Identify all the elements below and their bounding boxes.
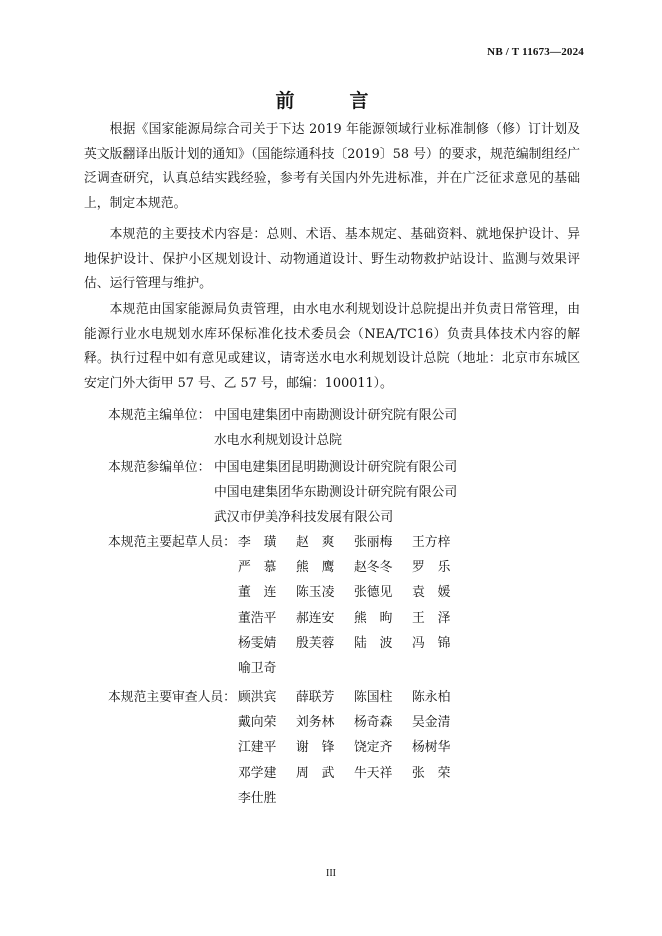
person-name: 王方梓 [412,535,451,550]
person-name: 牛天祥 [354,765,393,781]
chief-unit-item: 水电水利规划设计总院 [214,433,342,448]
person-name: 吴金清 [412,715,451,731]
drafters-label: 本规范主要起草人员： [108,535,236,550]
person-name: 饶定齐 [354,740,393,756]
person-name: 董浩平 [238,610,277,626]
person-name: 陈永柏 [412,690,451,705]
person-name: 王 泽 [412,610,451,626]
person-name: 罗 乐 [412,560,451,576]
page-title: 前 言 [275,90,387,112]
person-name: 张丽梅 [354,535,393,550]
person-name: 顾洪宾 [238,690,277,705]
person-name: 邓学建 [238,765,277,781]
person-name: 戴向荣 [238,715,277,731]
person-name: 陆 波 [354,635,393,651]
person-name: 周 武 [296,765,335,781]
person-name: 殷芙蓉 [296,635,335,651]
standard-code: NB / T 11673—2024 [487,46,584,58]
participating-unit-item: 中国电建集团华东勘测设计研究院有限公司 [214,485,458,500]
participating-unit-item: 武汉市伊美净科技发展有限公司 [214,510,394,525]
person-name: 熊 昫 [354,610,393,626]
person-name: 杨雯婧 [238,635,277,651]
chief-units-label: 本规范主编单位： [108,408,211,423]
page-number: III [326,868,336,879]
participating-unit-item: 中国电建集团昆明勘测设计研究院有限公司 [214,460,458,475]
person-name: 李仕胜 [238,790,277,806]
person-name: 谢 锋 [296,740,335,756]
person-name: 董 连 [238,585,277,601]
person-name: 陈玉凌 [296,585,335,601]
person-name: 严 慕 [238,560,277,576]
person-name: 薛联芳 [296,690,335,705]
paragraph-basis: 根据《国家能源局综合司关于下达 2019 年能源领域行业标准制修（修）订计划及英文版翻译出版计划的通知》（国能综通科技〔2019〕58 号）的要求，规范编制组经广泛调查研究，认真总结实践经验，参考有关国内外先进标准，并在广泛征求意见的基础上，制定本规范。 [84,122,580,212]
person-name: 刘务林 [296,715,335,731]
person-name: 袁 媛 [412,585,451,601]
person-name: 郝连安 [296,610,335,626]
reviewers-label: 本规范主要审查人员： [108,690,236,705]
paragraph-management: 本规范由国家能源局负责管理，由水电水利规划设计总院提出并负责日常管理，由能源行业水电规划水库环保标准化技术委员会（NEA/TC16）负责具体技术内容的解释。执行过程中如有意见或建议，请寄送水电水利规划设计总院（地址：北京市东城区安定门外大街甲 57 号、乙 57 号，邮编：100011）。 [84,302,580,392]
participating-units-label: 本规范参编单位： [108,460,211,475]
person-name: 熊 鹰 [296,560,335,576]
person-name: 陈国柱 [354,690,393,705]
chief-unit-item: 中国电建集团中南勘测设计研究院有限公司 [214,408,458,423]
person-name: 赵 爽 [296,535,335,550]
person-name: 张德见 [354,585,393,601]
person-name: 江建平 [238,740,277,756]
person-name: 赵冬冬 [354,560,393,576]
person-name: 冯 锦 [412,635,451,651]
person-name: 喻卫奇 [238,661,277,676]
paragraph-main-content: 本规范的主要技术内容是：总则、术语、基本规定、基础资料、就地保护设计、异地保护设计、保护小区规划设计、动物通道设计、野生动物救护站设计、监测与效果评估、运行管理与维护。 [84,227,580,292]
person-name: 李 璜 [238,535,277,550]
person-name: 杨树华 [412,740,451,756]
person-name: 杨奇森 [354,715,393,731]
person-name: 张 荣 [412,765,451,781]
